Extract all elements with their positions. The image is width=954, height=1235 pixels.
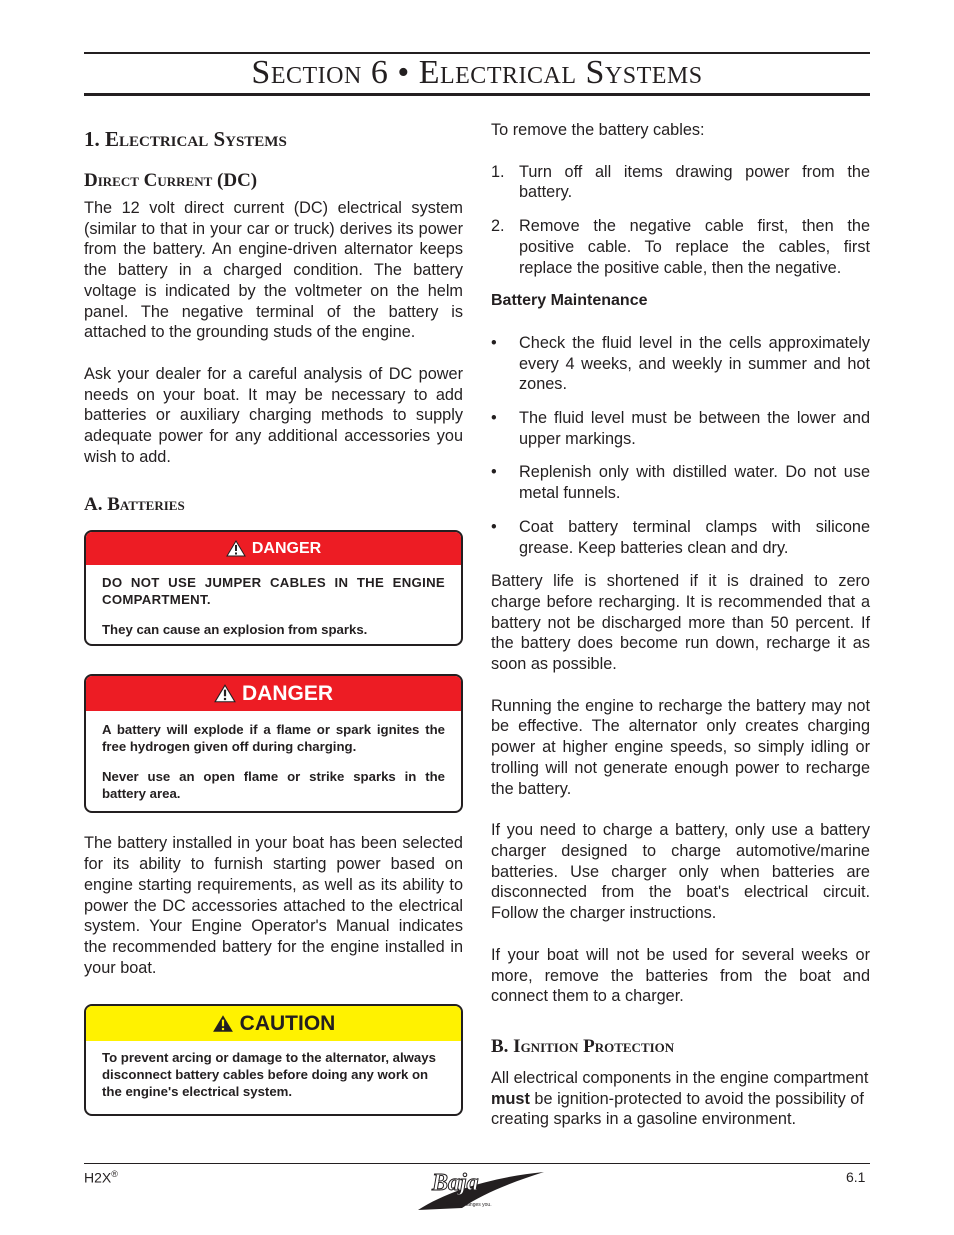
logo-wordmark: Baja (432, 1170, 479, 1196)
warning-triangle-icon (226, 540, 246, 557)
heading-direct-current: Direct Current (DC) (84, 170, 258, 191)
left-column (84, 120, 463, 1116)
warning-triangle-icon (214, 684, 236, 703)
danger-explode-line-2: Never use an open flame or strike sparks in the battery area. (102, 769, 445, 802)
baja-logo (412, 1168, 547, 1214)
heading-ignition-protection: B. Ignition Protection (491, 1035, 675, 1057)
engine-recharge-paragraph: Running the engine to recharge the battery may not be effective. The alternator only creates charging power at higher engine speeds, so simply idling or trolling will not generate enough power to recharge the battery. (491, 696, 870, 798)
danger-header (86, 676, 461, 711)
list-item: 1. Turn off all items drawing power from the battery. (491, 162, 870, 202)
caution-header (86, 1006, 461, 1041)
section-title: Section 6 • Electrical Systems (251, 54, 703, 91)
danger-box-explode (84, 674, 463, 813)
page-number: 6.1 (846, 1169, 866, 1185)
list-item: • Replenish only with distilled water. Do not use metal funnels. (491, 463, 870, 503)
title-underline (84, 93, 870, 96)
footer-rule (84, 1163, 870, 1164)
warning-triangle-icon (212, 1014, 234, 1033)
right-column (491, 120, 870, 1130)
danger-label: DANGER (251, 539, 322, 557)
battery-life-paragraph: Battery life is shortened if it is drained to zero charge before recharging. It is recommended that a battery not be discharged more than 50 percent. If the battery does become run down, recharge it as soon as possible. (491, 572, 870, 674)
caution-body (86, 1041, 461, 1110)
heading-electrical-systems: 1. Electrical Systems (84, 127, 287, 151)
danger-box-jumper (84, 530, 463, 646)
danger-explode-line-1: A battery will explode if a flame or spark ignites the free hydrogen given off during charging. (102, 722, 445, 755)
maintenance-bullets (491, 333, 870, 558)
battery-maintenance-heading: Battery Maintenance (491, 292, 648, 310)
dc-paragraph-1: The 12 volt direct current (DC) electrical system (similar to that in your car or truck) derives its power from the battery. An engine-driven alternator keeps the battery in a charged condition. The battery voltage is indicated by the voltmeter on the helm panel. The negative terminal of the battery is attached to the grounding studs of the engine. (84, 199, 463, 342)
caution-box (84, 1004, 463, 1116)
danger-body (86, 565, 461, 646)
list-item: • Coat battery terminal clamps with silicone grease. Keep batteries clean and dry. (491, 517, 870, 557)
danger-label: DANGER (241, 681, 333, 705)
heading-batteries: A. Batteries (84, 494, 185, 516)
caution-label: CAUTION (239, 1011, 336, 1035)
remove-steps-list (491, 162, 870, 279)
charger-paragraph: If you need to charge a battery, only use a battery charger designed to charge automotive/marine batteries. Use charger only when batteries are disconnected from the boat's electrical circuit. Follow the charger instructions. (491, 821, 870, 923)
storage-paragraph: If your boat will not be used for several weeks or more, remove the batteries from the boat and connect them to a charger. (491, 945, 870, 1006)
battery-paragraph: The battery installed in your boat has been selected for its ability to furnish starting power based on engine starting requirements, as well as its ability to power the DC accessories attached to the electrical system. Your Engine Operator's Manual indicates the recommended battery for the engine installed in your boat. (84, 834, 463, 977)
ignition-paragraph: All electrical components in the engine compartment must be ignition-protected to avoid the possibility of creating sparks in a gasoline environment. (491, 1068, 869, 1129)
danger-jumper-line-2: They can cause an explosion from sparks. (102, 622, 368, 638)
list-item: 2. Remove the negative cable first, then the positive cable. To replace the cables, first replace the positive cable, then the negative. (491, 217, 870, 277)
list-item: • The fluid level must be between the lower and upper markings. (491, 409, 870, 448)
danger-header (86, 532, 461, 565)
danger-body (86, 711, 461, 812)
dc-paragraph-2: Ask your dealer for a careful analysis of DC power needs on your boat. It may be necessary to add batteries or auxiliary charging methods to supply adequate power for any additional accessories you wish to add. (84, 364, 463, 466)
footer-model: H2X® (84, 1169, 118, 1186)
caution-line-1: To prevent arcing or damage to the alternator, always disconnect battery cables before doing any work on the engine's electrical system. (102, 1050, 436, 1100)
remove-cables-intro: To remove the battery cables: (491, 121, 705, 139)
list-item: • Check the fluid level in the cells approximately every 4 weeks, and weekly in summer and hot zones. (491, 333, 870, 394)
logo-tagline: Speed changes you. (446, 1202, 492, 1208)
danger-jumper-line-1: DO NOT USE JUMPER CABLES IN THE ENGINE COMPARTMENT. (102, 575, 445, 608)
